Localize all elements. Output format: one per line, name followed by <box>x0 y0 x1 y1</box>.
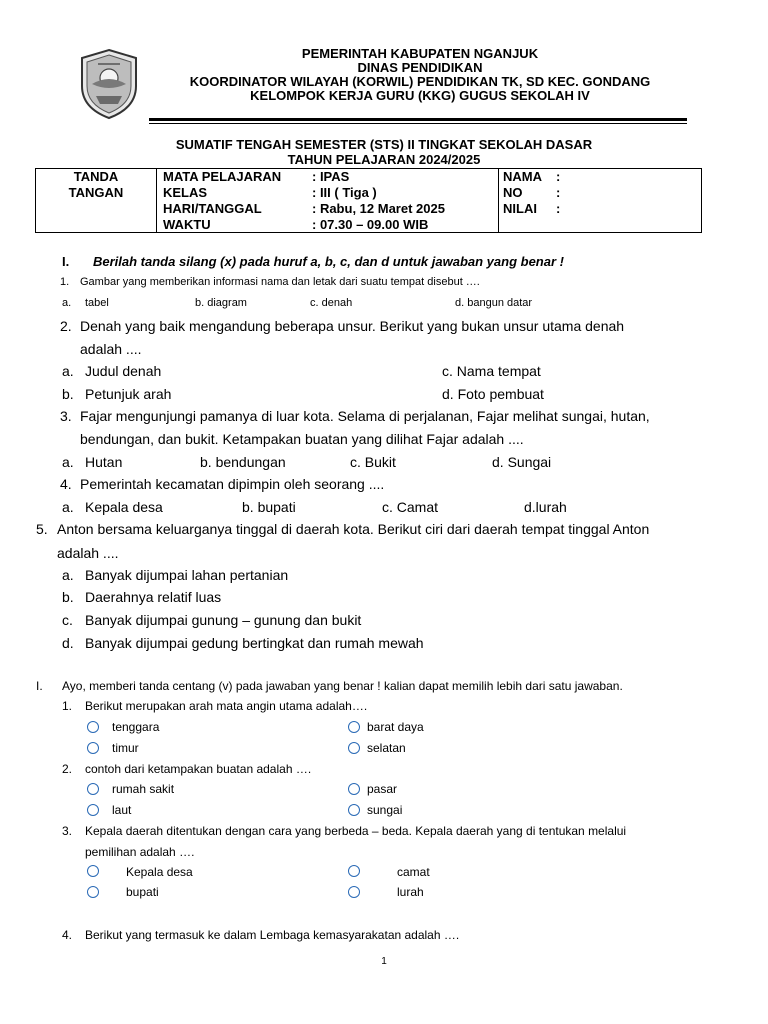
header-line-kkg: KELOMPOK KERJA GURU (KKG) GUGUS SEKOLAH IV <box>250 88 590 103</box>
header-line-government: PEMERINTAH KABUPATEN NGANJUK <box>301 46 539 61</box>
q1-option-d: d. bangun datar <box>455 297 533 309</box>
time-label: WAKTU <box>163 217 211 232</box>
table-divider <box>498 169 499 232</box>
section1-instruction: Berilah tanda silang (x) pada huruf a, b, c, dan d untuk jawaban yang benar ! <box>93 254 564 269</box>
score-label: NILAI <box>503 201 537 216</box>
q2-text-line1: Denah yang baik mengandung beberapa unsur. Berikut yang bukan unsur utama denah <box>80 318 625 334</box>
subject-value: : IPAS <box>312 169 350 184</box>
header-divider-thick <box>149 118 687 121</box>
exam-title: SUMATIF TENGAH SEMESTER (STS) II TINGKAT SEKOLAH DASAR <box>175 137 593 152</box>
s2-q2-radio-2[interactable] <box>348 783 360 795</box>
s2-q3-radio-2[interactable] <box>348 865 360 877</box>
s2-q3-radio-3[interactable] <box>87 886 99 898</box>
date-value: : Rabu, 12 Maret 2025 <box>312 201 445 216</box>
q1-option-b: b. diagram <box>195 297 247 309</box>
exam-year: TAHUN PELAJARAN 2024/2025 <box>287 152 481 167</box>
header-line-coordinator: KOORDINATOR WILAYAH (KORWIL) PENDIDIKAN TK, SD KEC. GONDANG <box>189 74 651 89</box>
s2-q2-option-2: pasar <box>367 782 398 796</box>
q4-option-c: c. Camat <box>382 499 439 515</box>
q4-option-d: d.lurah <box>524 499 567 515</box>
nganjuk-emblem-logo <box>78 48 140 120</box>
s2-q1-option-1: tenggara <box>112 720 160 734</box>
q1-option-a-letter: a. <box>62 297 72 309</box>
q4-option-b: b. bupati <box>242 499 296 515</box>
s2-q2-option-3: laut <box>112 803 132 817</box>
s2-q3-radio-1[interactable] <box>87 865 99 877</box>
q1-option-a: tabel <box>85 297 109 309</box>
s2-q1-option-4: selatan <box>367 741 406 755</box>
q3-option-d: d. Sungai <box>492 454 552 470</box>
q5-option-d: Banyak dijumpai gedung bertingkat dan rumah mewah <box>85 635 424 651</box>
q4-option-a-letter: a. <box>62 499 74 515</box>
s2-q3-number: 3. <box>62 824 73 838</box>
s2-q2-number: 2. <box>62 762 73 776</box>
s2-q1-radio-2[interactable] <box>348 721 360 733</box>
q3-option-a-letter: a. <box>62 454 74 470</box>
name-label: NAMA <box>503 169 542 184</box>
q3-option-b: b. bendungan <box>200 454 286 470</box>
subject-label: MATA PELAJARAN <box>163 169 282 184</box>
s2-q3-radio-4[interactable] <box>348 886 360 898</box>
s2-q3-option-2: camat <box>397 865 430 879</box>
signature-label-line2: TANGAN <box>68 185 124 200</box>
q2-option-a: Judul denah <box>85 363 162 379</box>
q1-number: 1. <box>60 276 70 288</box>
s2-q3-option-3: bupati <box>126 885 159 899</box>
s2-q1-option-3: timur <box>112 741 139 755</box>
q2-option-c: c. Nama tempat <box>442 363 541 379</box>
s2-q1-option-2: barat daya <box>367 720 424 734</box>
q3-option-c: c. Bukit <box>350 454 396 470</box>
q4-option-a: Kepala desa <box>85 499 163 515</box>
date-label: HARI/TANGGAL <box>163 201 262 216</box>
q5-number: 5. <box>36 521 48 537</box>
q4-text: Pemerintah kecamatan dipimpin oleh seorang .... <box>80 476 385 492</box>
q3-number: 3. <box>60 408 72 424</box>
section2-number: I. <box>36 679 43 693</box>
q5-option-b-letter: b. <box>62 589 74 605</box>
s2-q1-radio-3[interactable] <box>87 742 99 754</box>
q5-option-c-letter: c. <box>62 612 73 628</box>
s2-q4-text: Berikut yang termasuk ke dalam Lembaga kemasyarakatan adalah …. <box>85 928 460 942</box>
q1-option-c: c. denah <box>310 297 353 309</box>
s2-q3-option-1: Kepala desa <box>126 865 193 879</box>
header-line-office: DINAS PENDIDIKAN <box>357 60 483 75</box>
header-divider-thin <box>149 123 687 124</box>
identity-table <box>35 168 702 233</box>
q5-option-a: Banyak dijumpai lahan pertanian <box>85 567 289 583</box>
q3-text-line2: bendungan, dan bukit. Ketampakan buatan yang dilihat Fajar adalah .... <box>80 431 524 447</box>
s2-q1-radio-1[interactable] <box>87 721 99 733</box>
q5-option-b: Daerahnya relatif luas <box>85 589 222 605</box>
q5-option-a-letter: a. <box>62 567 74 583</box>
s2-q2-option-1: rumah sakit <box>112 782 175 796</box>
section1-number: I. <box>62 254 70 269</box>
q3-option-a: Hutan <box>85 454 123 470</box>
s2-q3-text-line1: Kepala daerah ditentukan dengan cara yang berbeda – beda. Kepala daerah yang di tentukan melalui <box>85 824 627 838</box>
signature-label-line1: TANDA <box>73 169 119 184</box>
q2-option-b-letter: b. <box>62 386 74 402</box>
page-number: 1 <box>381 956 387 967</box>
q5-text-line2: adalah .... <box>57 545 119 561</box>
q4-number: 4. <box>60 476 72 492</box>
s2-q3-option-4: lurah <box>397 885 424 899</box>
s2-q1-radio-4[interactable] <box>348 742 360 754</box>
q3-text-line1: Fajar mengunjungi pamanya di luar kota. Selama di perjalanan, Fajar melihat sungai, hutan, <box>80 408 650 424</box>
number-label: NO <box>503 185 523 200</box>
s2-q3-text-line2: pemilihan adalah …. <box>85 845 195 859</box>
s2-q4-number: 4. <box>62 928 73 942</box>
name-colon: : <box>556 169 561 184</box>
time-value: : 07.30 – 09.00 WIB <box>312 217 429 232</box>
s2-q2-radio-1[interactable] <box>87 783 99 795</box>
q5-text-line1: Anton bersama keluarganya tinggal di daerah kota. Berikut ciri dari daerah tempat tinggal Anton <box>57 521 650 537</box>
table-divider <box>156 169 157 232</box>
q5-option-d-letter: d. <box>62 635 74 651</box>
q5-option-c: Banyak dijumpai gunung – gunung dan bukit <box>85 612 362 628</box>
q2-option-a-letter: a. <box>62 363 74 379</box>
q1-text: Gambar yang memberikan informasi nama dan letak dari suatu tempat disebut …. <box>80 276 480 288</box>
section2-instruction: Ayo, memberi tanda centang (v) pada jawaban yang benar ! kalian dapat memilih lebih dari satu jawaban. <box>62 679 623 693</box>
number-colon: : <box>556 185 561 200</box>
s2-q2-radio-4[interactable] <box>348 804 360 816</box>
q2-number: 2. <box>60 318 72 334</box>
s2-q2-radio-3[interactable] <box>87 804 99 816</box>
s2-q1-number: 1. <box>62 699 73 713</box>
s2-q1-text: Berikut merupakan arah mata angin utama adalah…. <box>85 699 368 713</box>
s2-q2-option-4: sungai <box>367 803 403 817</box>
score-colon: : <box>556 201 561 216</box>
class-value: : III ( Tiga ) <box>312 185 377 200</box>
q2-option-d: d. Foto pembuat <box>442 386 544 402</box>
s2-q2-text: contoh dari ketampakan buatan adalah …. <box>85 762 312 776</box>
q2-option-b: Petunjuk arah <box>85 386 172 402</box>
class-label: KELAS <box>163 185 208 200</box>
q2-text-line2: adalah .... <box>80 341 142 357</box>
